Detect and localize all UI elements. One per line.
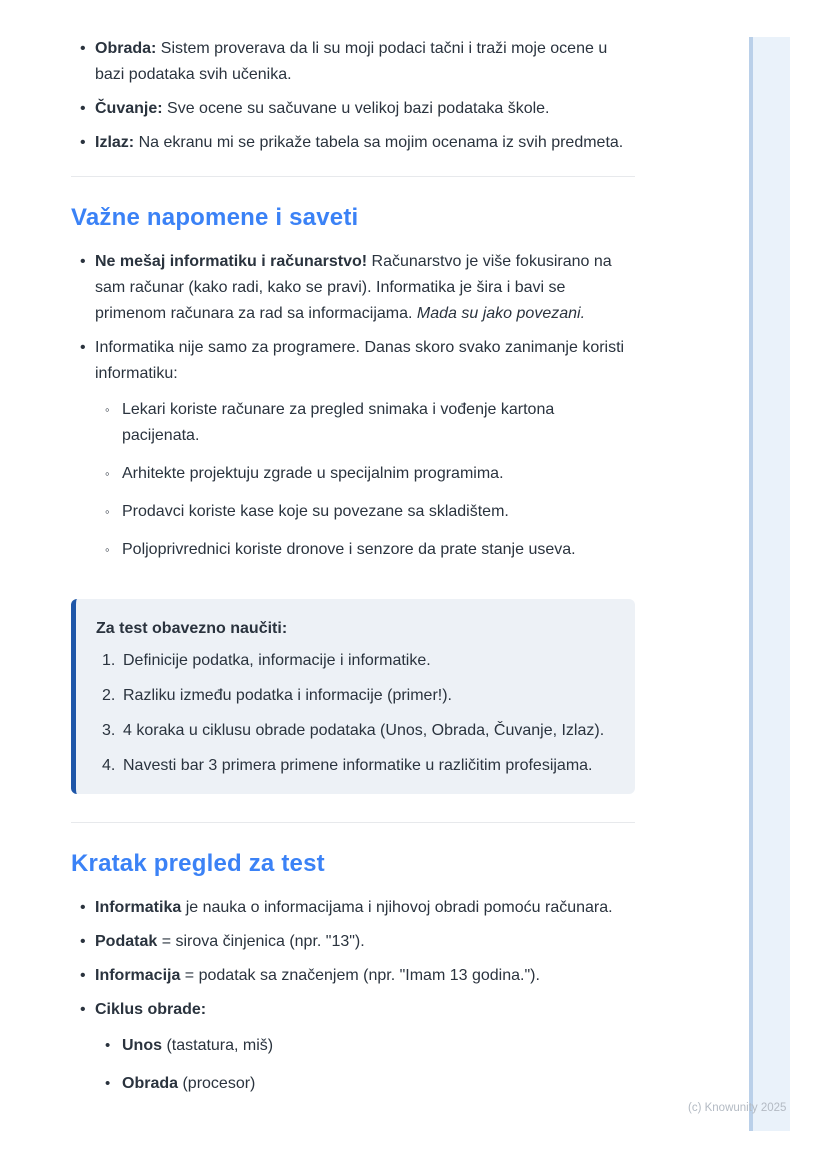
bullet-icon: • [80, 933, 86, 950]
numbered-item-text: Definicije podatka, informacije i informatike. [123, 652, 431, 669]
list-item-bold: Čuvanje: [95, 100, 163, 117]
section-divider [71, 822, 635, 823]
list-item-bold: Izlaz: [95, 134, 135, 151]
sublist-item-text: (procesor) [178, 1075, 256, 1092]
section-divider [71, 176, 635, 177]
numbered-item [96, 648, 611, 674]
item-number: 2. [102, 687, 116, 704]
list-item-bold: Informacija [95, 967, 181, 984]
list-item [71, 895, 635, 921]
list-item-body [95, 963, 635, 989]
list-item-body [95, 929, 635, 955]
list-item [71, 96, 635, 122]
sublist-item-body [122, 1033, 635, 1059]
list-item-bold: Podatak [95, 933, 158, 950]
bullet-icon: • [80, 1001, 86, 1018]
numbered-item-text: Razliku između podatka i informacije (primer!). [123, 687, 452, 704]
numbered-item [96, 683, 611, 709]
callout-title: Za test obavezno naučiti: [96, 620, 288, 637]
sublist-item [95, 1033, 635, 1059]
test-callout-box [71, 599, 635, 794]
list-item-body [95, 895, 635, 921]
sublist-item-body [122, 1071, 635, 1097]
circle-bullet-icon: ◦ [105, 402, 110, 417]
copyright-text: (c) Knowunity 2025 [688, 1102, 787, 1114]
list-item-body [95, 130, 635, 156]
sublist-item-text: Prodavci koriste kase koje su povezane sa skladištem. [122, 503, 509, 520]
sublist-item [95, 461, 635, 487]
sublist-item [95, 537, 635, 563]
sublist-item [95, 397, 635, 449]
bullet-icon: • [80, 40, 86, 57]
list-item [71, 249, 635, 327]
numbered-item [96, 718, 611, 744]
bullet-icon: • [105, 1037, 111, 1054]
notes-list [71, 249, 635, 575]
circle-bullet-icon: ◦ [105, 542, 110, 557]
list-item-text: Sve ocene su sačuvane u velikoj bazi podataka škole. [162, 100, 550, 117]
list-item [71, 130, 635, 156]
sublist-item-text: Poljoprivrednici koriste dronove i senzore da prate stanje useva. [122, 541, 576, 558]
review-list [71, 895, 635, 1109]
list-item-text: Sistem proverava da li su moji podaci tačni i traži moje ocene u bazi podataka svih učenika. [95, 40, 608, 83]
bullet-icon: • [80, 100, 86, 117]
list-item-text: Na ekranu mi se prikaže tabela sa mojim ocenama iz svih predmeta. [134, 134, 624, 151]
data-cycle-list [71, 36, 635, 156]
list-item-bold: Ne mešaj informatiku i računarstvo! [95, 253, 368, 270]
sublist-item-bold: Obrada [122, 1075, 179, 1092]
list-item [71, 335, 635, 575]
list-item-text: je nauka o informacijama i njihovoj obradi pomoću računara. [181, 899, 613, 916]
circle-bullet-icon: ◦ [105, 466, 110, 481]
circle-bullet-icon: ◦ [105, 504, 110, 519]
bullet-icon: • [80, 339, 86, 356]
professions-sublist [95, 397, 635, 563]
list-item-bold: Informatika [95, 899, 182, 916]
cycle-sublist [95, 1033, 635, 1097]
bullet-icon: • [80, 134, 86, 151]
sublist-item-text: Lekari koriste računare za pregled snimaka i vođenje kartona pacijenata. [122, 401, 555, 444]
bullet-icon: • [80, 253, 86, 270]
list-item-italic: Mada su jako povezani. [416, 305, 586, 322]
list-item [71, 36, 635, 88]
list-item [71, 963, 635, 989]
callout-numbered-list [96, 648, 611, 779]
section-title-review: Kratak pregled za test [71, 850, 325, 877]
bullet-icon: • [105, 1075, 111, 1092]
scrollbar-track [749, 37, 790, 1131]
bullet-icon: • [80, 967, 86, 984]
sublist-item-bold: Unos [122, 1037, 162, 1054]
list-item-body [95, 96, 635, 122]
list-item-bold: Ciklus obrade: [95, 1001, 207, 1018]
section-title-notes: Važne napomene i saveti [71, 204, 359, 231]
list-item-body [95, 249, 635, 327]
list-item [71, 929, 635, 955]
document-content [71, 36, 635, 1117]
bullet-icon: • [80, 899, 86, 916]
list-item-body [95, 997, 635, 1109]
sublist-item-text: (tastatura, miš) [162, 1037, 274, 1054]
numbered-item-text: 4 koraka u ciklusu obrade podataka (Unos, Obrada, Čuvanje, Izlaz). [123, 722, 605, 739]
item-number: 1. [102, 652, 116, 669]
list-item [71, 997, 635, 1109]
item-number: 4. [102, 757, 116, 774]
list-item-text: Računarstvo je više fokusirano na sam računar (kako radi, kako se pravi). Informatika je šira i bavi se primenom računara za rad sa informacijama. [95, 253, 612, 322]
numbered-item [96, 753, 611, 779]
list-item-text: Informatika nije samo za programere. Danas skoro svako zanimanje koristi informatiku: [95, 339, 625, 382]
list-item-text: = podatak sa značenjem (npr. "Imam 13 godina."). [180, 967, 540, 984]
list-item-text: = sirova činjenica (npr. "13"). [157, 933, 365, 950]
sublist-item-text: Arhitekte projektuju zgrade u specijalnim programima. [122, 465, 504, 482]
numbered-item-text: Navesti bar 3 primera primene informatike u različitim profesijama. [123, 757, 593, 774]
list-item-body [95, 36, 635, 88]
sublist-item [95, 1071, 635, 1097]
item-number: 3. [102, 722, 116, 739]
list-item-body [95, 335, 635, 575]
list-item-bold: Obrada: [95, 40, 157, 57]
sublist-item [95, 499, 635, 525]
